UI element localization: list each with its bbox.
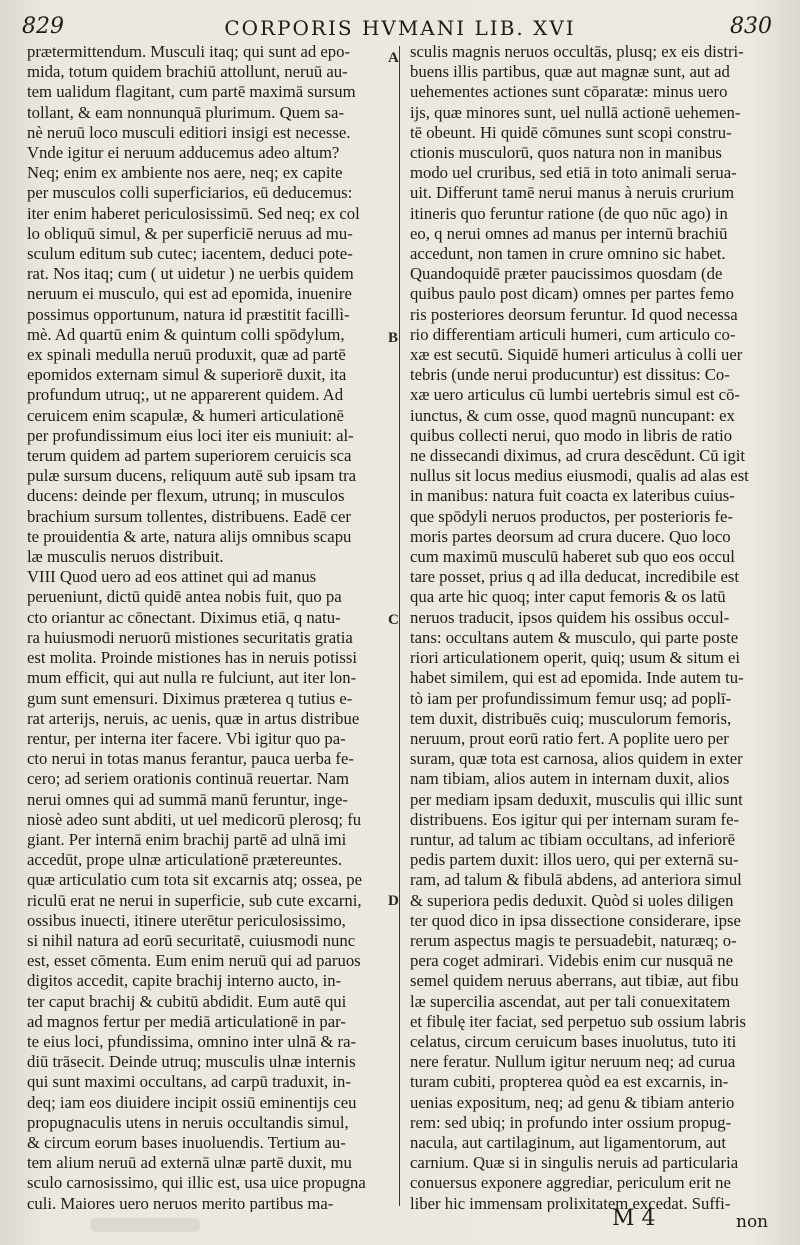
text-line: tare posset, prius q ad illa deducat, incredibile est [410,567,740,587]
text-line: conuersus exponere aggrediar, periculum erit ne [410,1173,731,1193]
text-line: in manibus: natura fuit coacta ex lateribus cuius- [410,486,735,506]
text-line: xæ est secutū. Siquidē humeri articulus à colli uer [410,345,743,365]
text-line: & circum eorum bases inuoluendis. Tertium au- [27,1132,346,1152]
text-line: sculum editum sub cutec; iacentem, deduci pote- [27,244,353,264]
text-line: si nihil natura ad eorū securitatē, cuiusmodi nunc [27,930,356,950]
text-line: itineris quo feruntur ratione (de quo nūc ago) in [410,203,728,223]
text-line: & superiora pedis deduxit. Quòd si uoles diligen [410,890,734,910]
text-line: celatus, circum ceruicum bases inuolutus, tuto iti [410,1031,737,1051]
text-line: deq; iam eos diuidere incipit ossiū eminentijs ceu [27,1092,357,1112]
text-line: eo, q nerui omnes ad manus per internū brachiū [410,223,728,243]
text-line: suram, quæ tota est carnosa, alios quidem in exter [410,749,743,769]
text-line: ris posteriores deorsum feruntur. Id quod necessa [410,304,738,324]
text-line: perueniunt, dictū quidē antea nobis fuit, quo pa [27,587,342,607]
text-line: te eius loci, pfundissima, omnino inter ulnā & ra- [27,1031,357,1051]
text-line: per mediam ipsam deduxit, musculis qui illic sunt [410,789,743,809]
text-line: rat. Nos itaq; cum ( ut uidetur ) ne uerbis quidem [27,264,354,284]
text-line: rerum aspectus magis te persuadebit, naturæq; o- [410,930,737,950]
text-line: runtur, ad talum ac tibiam occultans, ad inferiorē [410,829,736,849]
text-line: cto nerui in totas manus ferantur, pauca uerba fe- [27,749,354,769]
text-line: possimus opportunum, natura id præstitit facillì- [27,304,350,324]
text-line: Quandoquidē præter paucissimos quosdam (de [410,264,723,284]
margin-letter-d: D [388,893,399,909]
text-line: tem alium neruū ad externā ulnæ partē duxit, mu [27,1153,352,1173]
text-line: mè. Ad quartū enim & quintum colli spōdylum, [27,324,345,344]
text-line: carnium. Quæ si in singulis neruis ad particularia [410,1153,739,1173]
text-line: gum sunt emensuri. Diximus præterea q tutius e- [27,688,353,708]
text-line: habet similem, qui est ad epomida. Inde autem tu- [410,668,744,688]
text-line: cto oriantur ac cōnectant. Diximus etiā, q natu- [27,607,341,627]
text-line: neruos traducit, ipsos quidem his ossibus occul- [410,607,730,627]
text-line: iunctus, & cum osse, quod magnū nuncupant: ex [410,405,735,425]
left-text-column [27,42,381,1212]
text-line: buens illis partibus, quæ aut magnæ sunt, aut ad [410,62,730,82]
text-line: ossibus inuecti, itinere uterētur periculosissimo, [27,910,346,930]
text-line: sculis magnis neruos occultās, plusq; ex eis distri- [410,42,744,61]
text-line: tebris (unde nerui producuntur) est dissitus: Co- [410,365,730,385]
paper-stain [90,1218,200,1232]
text-line: Neq; enim ex ambiente nos aere, neq; ex capite [27,163,343,183]
text-line: ctionis musculorū, quos natura non in manibus [410,143,722,163]
text-line: sculo carnosissimo, qui illic est, usa uice propugna [27,1173,366,1193]
text-line: læ musculis neruos distribuit. [27,547,224,567]
text-line: nullus sit locus medius eiusmodi, qualis ad alas est [410,466,749,486]
text-line: tē obeunt. Hi quidē cōmunes sunt scopi constru- [410,122,732,142]
page-header [0,10,800,44]
text-line: tem ualidum flagitant, cum partē maximā sursum [27,82,356,102]
signature-mark: M 4 [612,1206,656,1231]
text-line: prætermittendum. Musculi itaq; qui sunt ad epo- [27,42,351,61]
text-line: uehementes actiones sunt cōparatæ: minus uero [410,82,728,102]
margin-letter-c: C [388,612,399,628]
text-line: est molita. Proinde mistiones has in neruis potissi [27,648,358,668]
text-line: tans: occultans autem & musculo, qui parte poste [410,627,739,647]
text-line: accedūt, prope ulnæ articulationē prætereuntes. [27,850,343,870]
text-line: ne dissecandi diximus, ad crura descēdunt. Cū igit [410,446,746,466]
text-line: pedis partem duxit: illos uero, qui per externā su- [410,850,739,870]
text-line: niosè adeo sunt abditi, ut uel medicorū plerosq; fu [27,809,362,829]
text-line: modo uel cruribus, sed etiā in toto animali serua- [410,163,737,183]
text-line: diū trāsecit. Deinde utruq; musculis ulnæ internis [27,1052,356,1072]
text-line: accedunt, non tamen in crure omnino sic habet. [410,244,726,264]
text-line: mum efficit, qui aut nulla re fulciunt, aut iter lon- [27,668,357,688]
text-line: digitos accedit, capite brachij interno aucto, in- [27,971,342,991]
running-head: CORPORIS HVMANI LIB. XVI [224,16,576,40]
text-line: ceruicem enim scapulæ, & humeri articulationē [27,405,344,425]
text-line: distribuens. Eos igitur qui per internam suram fe- [410,809,740,829]
text-line: que spōdyli neruos productos, per posterioris fe- [410,506,734,526]
text-line: quibus collecti nerui, quo modo in libris de ratio [410,425,733,445]
text-line: ex spinali medulla neruū produxit, quæ ad partē [27,345,346,365]
page-number-left: 829 [22,14,64,39]
column-divider [399,46,400,1206]
text-line: semel quidem neruus aberrans, aut tibiæ, aut fibu [410,971,739,991]
text-line: nerui omnes qui ad summā manū feruntur, inge- [27,789,348,809]
text-line: epomidos externam simul & superiorē duxit, ita [27,365,347,385]
text-line: Vnde igitur ei neruum adducemus adeo altum? [27,143,340,163]
text-line: xæ uero articulus cū lumbi uertebris simul est cō- [410,385,740,405]
text-line: ram, ad talum & fibulā abdens, ad anteriora simul [410,870,742,890]
text-line: nere feratur. Nullum igitur neruum neq; ad curua [410,1052,736,1072]
text-line: propugnaculis utens in neruis occultandis simul, [27,1112,349,1132]
text-line: terum quidem ad partem superiorem ceruicis sca [27,446,352,466]
text-line: giant. Per internā enim brachij partē ad ulnā imi [27,829,347,849]
margin-letter-a: A [388,50,399,66]
text-line: profundum utruq;, ut ne apparerent quidem. Ad [27,385,344,405]
text-line: VIII Quod uero ad eos attinet qui ad manus [27,567,317,587]
text-line: rio differentiam articuli humeri, cum articulo co- [410,324,736,344]
text-line: riculū erat ne nerui in superficie, sub cute excarni, [27,890,362,910]
text-line: ad magnos fertur per mediā articulationē in par- [27,1011,346,1031]
text-line: qua arte hic quoq; inter caput femoris & os latū [410,587,726,607]
text-line: riori articulationem operit, quiq; usum & situm ei [410,648,740,668]
text-line: uenias expositum, neq; ad genu & tibiam anterio [410,1092,735,1112]
margin-letter-b: B [388,330,399,346]
text-line: læ supercilia ascendat, aut per tali conuexitatem [410,991,731,1011]
text-line: culi. Maiores uero neruos merito partibus ma- [27,1193,334,1212]
text-line: ra huiusmodi neruorū mistiones securitatis gratia [27,627,353,647]
text-line: rem: sed ubiq; in profundo inter ossium propug- [410,1112,732,1132]
text-line: brachium sursum tollentes, distribuens. Eadē cer [27,506,351,526]
text-line: nacula, aut cartilaginum, aut ligamentorum, aut [410,1132,727,1152]
text-line: rat arterijs, neruis, ac uenis, quæ in artus distribue [27,708,360,728]
text-line: cum maximū musculū haberet sub quo eos occul [410,547,735,567]
text-line: per profundissimum eius loci iter eis muniuit: al- [27,425,354,445]
right-text-column [410,42,764,1212]
text-line: lo obliquū simul, & per superficiē neruus ad mu- [27,223,353,243]
text-line: neruum, prout eorū ratio fert. A poplite uero per [410,728,729,748]
text-line: quibus paulo post dicam) omnes per partes femo [410,284,734,304]
text-line: moris partes deorsum ad crura ducere. Quo loco [410,526,731,546]
text-line: cero; ad seriem orationis continuā reuertar. Nam [27,769,350,789]
text-line: liber hic immensam prolixitatem excedat. Suffi- [410,1193,731,1212]
text-line: per musculos colli superficiarios, eū deducemus: [27,183,353,203]
text-line: est, esset cōmenta. Eum enim neruū qui ad paruos [27,951,361,971]
text-line: ter caput brachij & cubitū abdidit. Eum autē qui [27,991,347,1011]
text-line: mida, totum quidem brachiū attollunt, neruū au- [27,62,348,82]
text-line: ijs, quæ minores sunt, uel nullā actionē uehemen- [410,102,741,122]
text-line: uit. Differunt tamē nerui manus à neruis crurium [410,183,735,203]
text-line: ducens: deinde per flexum, utrunq; in musculos [27,486,345,506]
text-line: nam tibiam, alios autem in internam duxit, alios [410,769,730,789]
text-line: iter enim haberet periculosissimū. Sed neq; ex col [27,203,360,223]
text-line: tollant, & eam nonnunquā plurimum. Quem sa- [27,102,345,122]
text-line: tò iam per profundissimum femur usq; ad poplī- [410,688,732,708]
text-line: nè neruū loco musculi editiori insigi est necesse. [27,122,351,142]
text-line: rentur, per interna iter facere. Vbi igitur quo pa- [27,728,346,748]
text-line: pulæ sursum ducens, reliquum autē sub ipsam tra [27,466,357,486]
text-line: qui sunt maximi occultans, ad carpū traduxit, in- [27,1072,351,1092]
text-line: te prouidentia & arte, natura alijs omnibus scapu [27,526,352,546]
text-line: tem duxit, distribuēs cuiq; musculorum femoris, [410,708,732,728]
text-line: neruum ei musculo, qui est ad epomida, inuenire [27,284,352,304]
text-line: et fibulę iter faciat, sed perpetuo sub ossium labris [410,1011,746,1031]
text-line: pera coget admirari. Videbis enim cur nusquā ne [410,951,734,971]
text-line: ter quod dico in ipsa dissectione considerare, ipse [410,910,741,930]
text-line: quæ articulatio cum tota sit excarnis atq; ossea, pe [27,870,363,890]
catchword: non [736,1212,769,1232]
text-line: turam cubiti, propterea quòd ea est excarnis, in- [410,1072,729,1092]
page-number-right: 830 [730,14,772,39]
